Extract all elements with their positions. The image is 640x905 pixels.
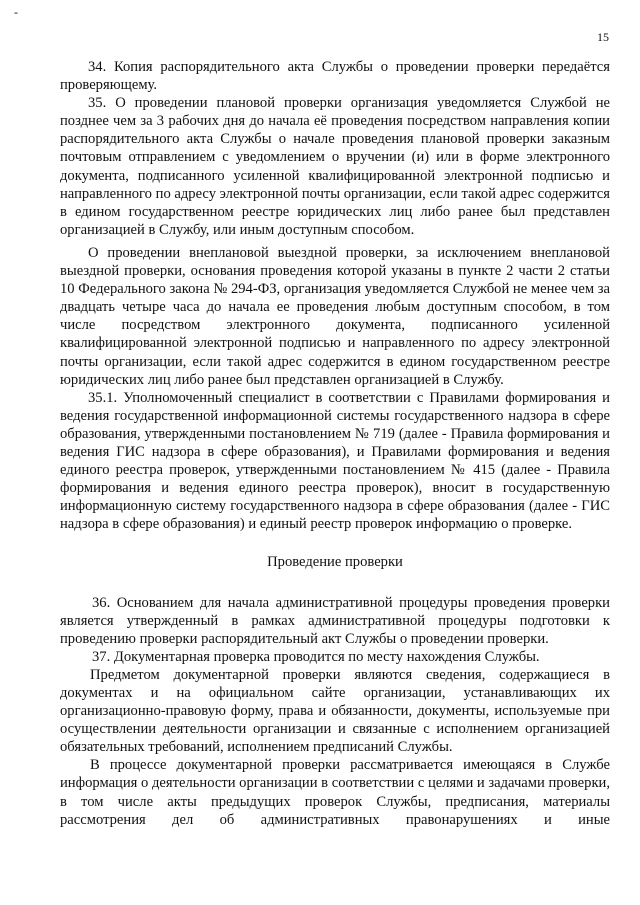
paragraph-37: 37. Документарная проверка проводится по месту нахождения Службы. (92, 648, 540, 665)
paragraph-37-process: В процессе документарной проверки рассматривается имеющаяся в Службе информация о деятельности организации в соответствии с целями и задачами проверки, в том числе акты предыдущих проверок Службы, предписания, материалы рассмотрения дел об административных правонарушениях и иные (60, 757, 610, 828)
document-body (60, 58, 610, 829)
paragraph-37-subject: Предметом документарной проверки являются сведения, содержащиеся в документах и на официальном сайте организации, устанавливающих их организационно-правовую форму, права и обязанности, документы, используемые при осуществлении деятельности организации и связанные с исполнением организацией обязательных требований, исполнением предписаний Службы. (60, 666, 610, 756)
page-number: 15 (597, 30, 609, 44)
paragraph-34: 34. Копия распорядительного акта Службы о проведении проверки передаётся проверяющему. (60, 59, 610, 94)
paragraph-35-unplanned-inspection: О проведении внеплановой выездной проверки, за исключением внеплановой выездной проверки, основания проведения которой указаны в пункте 2 части 2 статьи 10 Федерального закона № 294-ФЗ, организация уведомляется Службой не менее чем за двадцать четыре часа до начала ее проведения любым доступным способом, в том числе посредством электронного документа, подписанного усиленной квалифицированной электронной подписью и направленного по адресу электронной почты организации, если такой адрес содержится в едином государственном реестре юридических лиц либо ранее был представлен организацией в Службу. (60, 244, 610, 388)
paragraph-35-1: 35.1. Уполномоченный специалист в соответствии с Правилами формирования и ведения государственной информационной системы государственного надзора в сфере образования, утвержденными постановлением № 719 (далее - Правила формирования и ведения ГИС надзора в сфере образования), и Правилами формирования и ведения единого реестра проверок, утвержденными постановлением № 415 (далее - Правила формирования и ведения единого реестра проверок), вносит в государственную информационную систему государственного надзора в сфере образования (далее - ГИС надзора в сфере образования) и единый реестр проверок информацию о проверке. (60, 389, 610, 533)
section-heading: Проведение проверки (267, 554, 403, 571)
paragraph-36: 36. Основанием для начала административной процедуры проведения проверки является утвержденный в рамках административной процедуры подготовки к проведению проверки распорядительный акт Службы о проведении проверки. (60, 594, 610, 647)
corner-mark: - (14, 5, 18, 19)
paragraph-35: 35. О проведении плановой проверки организация уведомляется Службой не позднее чем за 3 рабочих дня до начала её проведения посредством направления копии распорядительного акта Службы о начале проведения плановой проверки заказным почтовым отправлением с уведомлением о вручении (и) или в форме электронного документа, подписанного усиленной квалифицированной электронной подписью и направленного по адресу электронной почты организации, если такой адрес содержится в едином государственном реестре юридических лиц либо ранее был представлен организацией в Службу, или иным доступным способом. (60, 95, 610, 238)
